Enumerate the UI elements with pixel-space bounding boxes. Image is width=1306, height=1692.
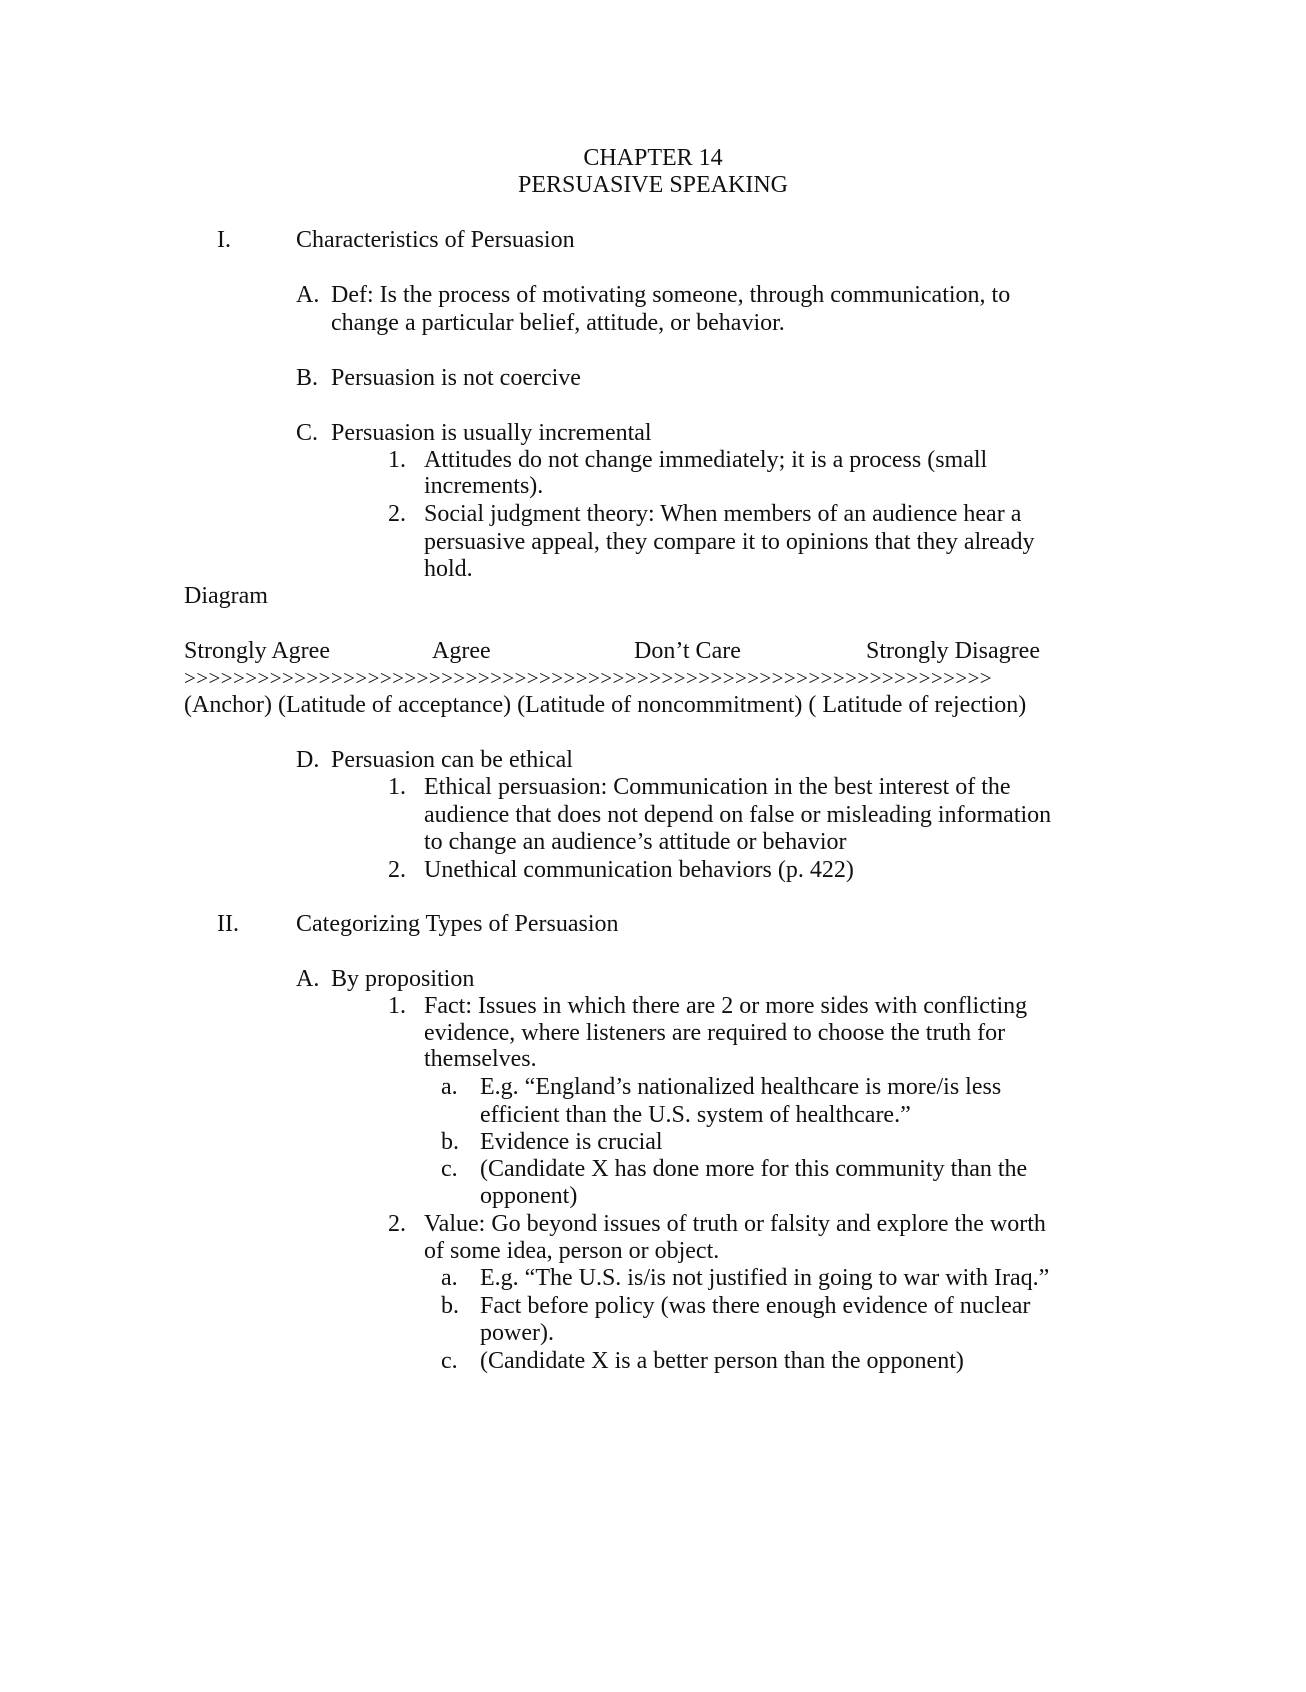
outline-marker: 2. — [388, 857, 406, 883]
outline-marker: C. — [296, 420, 319, 446]
outline-marker: b. — [441, 1129, 459, 1155]
outline-subsubitem: opponent) — [480, 1183, 578, 1209]
definition-line: Def: Is the process of motivating someone, through communication, to — [331, 282, 1011, 308]
outline-item: Persuasion can be ethical — [331, 747, 573, 773]
outline-marker: D. — [296, 747, 320, 773]
outline-subitem: themselves. — [424, 1046, 537, 1072]
outline-subitem: Fact: Issues in which there are 2 or more sides with conflicting — [424, 993, 1028, 1019]
outline-subitem: Value: Go beyond issues of truth or falsity and explore the worth — [424, 1211, 1046, 1237]
scale-label-strongly-disagree: Strongly Disagree — [866, 638, 1040, 664]
outline-marker: a. — [441, 1074, 458, 1100]
outline-subitem: increments). — [424, 473, 544, 499]
outline-subitem: evidence, where listeners are required to choose the truth for — [424, 1020, 1006, 1046]
outline-marker: 1. — [388, 774, 406, 800]
outline-marker: c. — [441, 1348, 458, 1374]
outline-marker: 1. — [388, 447, 406, 473]
scale-label-dont-care: Don’t Care — [634, 638, 741, 664]
outline-subitem: audience that does not depend on false or misleading information — [424, 802, 1052, 828]
outline-marker: b. — [441, 1293, 459, 1319]
section-2-heading: Categorizing Types of Persuasion — [296, 911, 619, 937]
outline-item: Persuasion is not coercive — [331, 365, 581, 391]
outline-subitem: of some idea, person or object. — [424, 1238, 720, 1264]
scale-label-agree: Agree — [432, 638, 491, 664]
outline-subitem: hold. — [424, 556, 473, 582]
section-2-numeral: II. — [217, 911, 239, 937]
outline-subitem: Social judgment theory: When members of an audience hear a — [424, 501, 1022, 527]
outline-item: By proposition — [331, 966, 475, 992]
outline-subsubitem: power). — [480, 1320, 554, 1346]
outline-subitem: Ethical persuasion: Communication in the best interest of the — [424, 774, 1011, 800]
diagram-label: Diagram — [184, 583, 268, 609]
outline-subsubitem: E.g. “England’s nationalized healthcare is more/is less — [480, 1074, 1002, 1100]
outline-marker: c. — [441, 1156, 458, 1182]
outline-marker: 2. — [388, 1211, 406, 1237]
outline-subitem: persuasive appeal, they compare it to opinions that they already — [424, 529, 1035, 555]
outline-subitem: Unethical communication behaviors (p. 422) — [424, 857, 854, 883]
outline-marker: a. — [441, 1265, 458, 1291]
outline-item: Persuasion is usually incremental — [331, 420, 652, 446]
latitude-labels: (Anchor) (Latitude of acceptance) (Latitude of noncommitment) ( Latitude of rejection) — [184, 692, 1027, 718]
outline-marker: A. — [296, 282, 320, 308]
outline-subsubitem: Evidence is crucial — [480, 1129, 663, 1155]
outline-subitem: Attitudes do not change immediately; it is a process (small — [424, 447, 988, 473]
section-1-numeral: I. — [217, 227, 231, 253]
outline-marker: B. — [296, 365, 319, 391]
outline-subsubitem: E.g. “The U.S. is/is not justified in going to war with Iraq.” — [480, 1265, 1050, 1291]
chapter-title: PERSUASIVE SPEAKING — [517, 172, 789, 198]
scale-arrows: >>>>>>>>>>>>>>>>>>>>>>>>>>>>>>>>>>>>>>>>>>>>>>>>>>>>>>>>>>>>>>>>>> — [184, 666, 993, 690]
outline-subitem: to change an audience’s attitude or behavior — [424, 829, 847, 855]
outline-marker: A. — [296, 966, 320, 992]
outline-subsubitem: (Candidate X has done more for this community than the — [480, 1156, 1028, 1182]
outline-subsubitem: Fact before policy (was there enough evidence of nuclear — [480, 1293, 1031, 1319]
outline-marker: 2. — [388, 501, 406, 527]
outline-subsubitem: (Candidate X is a better person than the opponent) — [480, 1348, 964, 1374]
chapter-number: CHAPTER 14 — [583, 145, 723, 171]
outline-subsubitem: efficient than the U.S. system of healthcare.” — [480, 1102, 911, 1128]
scale-label-strongly-agree: Strongly Agree — [184, 638, 330, 664]
definition-line: change a particular belief, attitude, or behavior. — [331, 310, 785, 336]
section-1-heading: Characteristics of Persuasion — [296, 227, 575, 253]
outline-marker: 1. — [388, 993, 406, 1019]
